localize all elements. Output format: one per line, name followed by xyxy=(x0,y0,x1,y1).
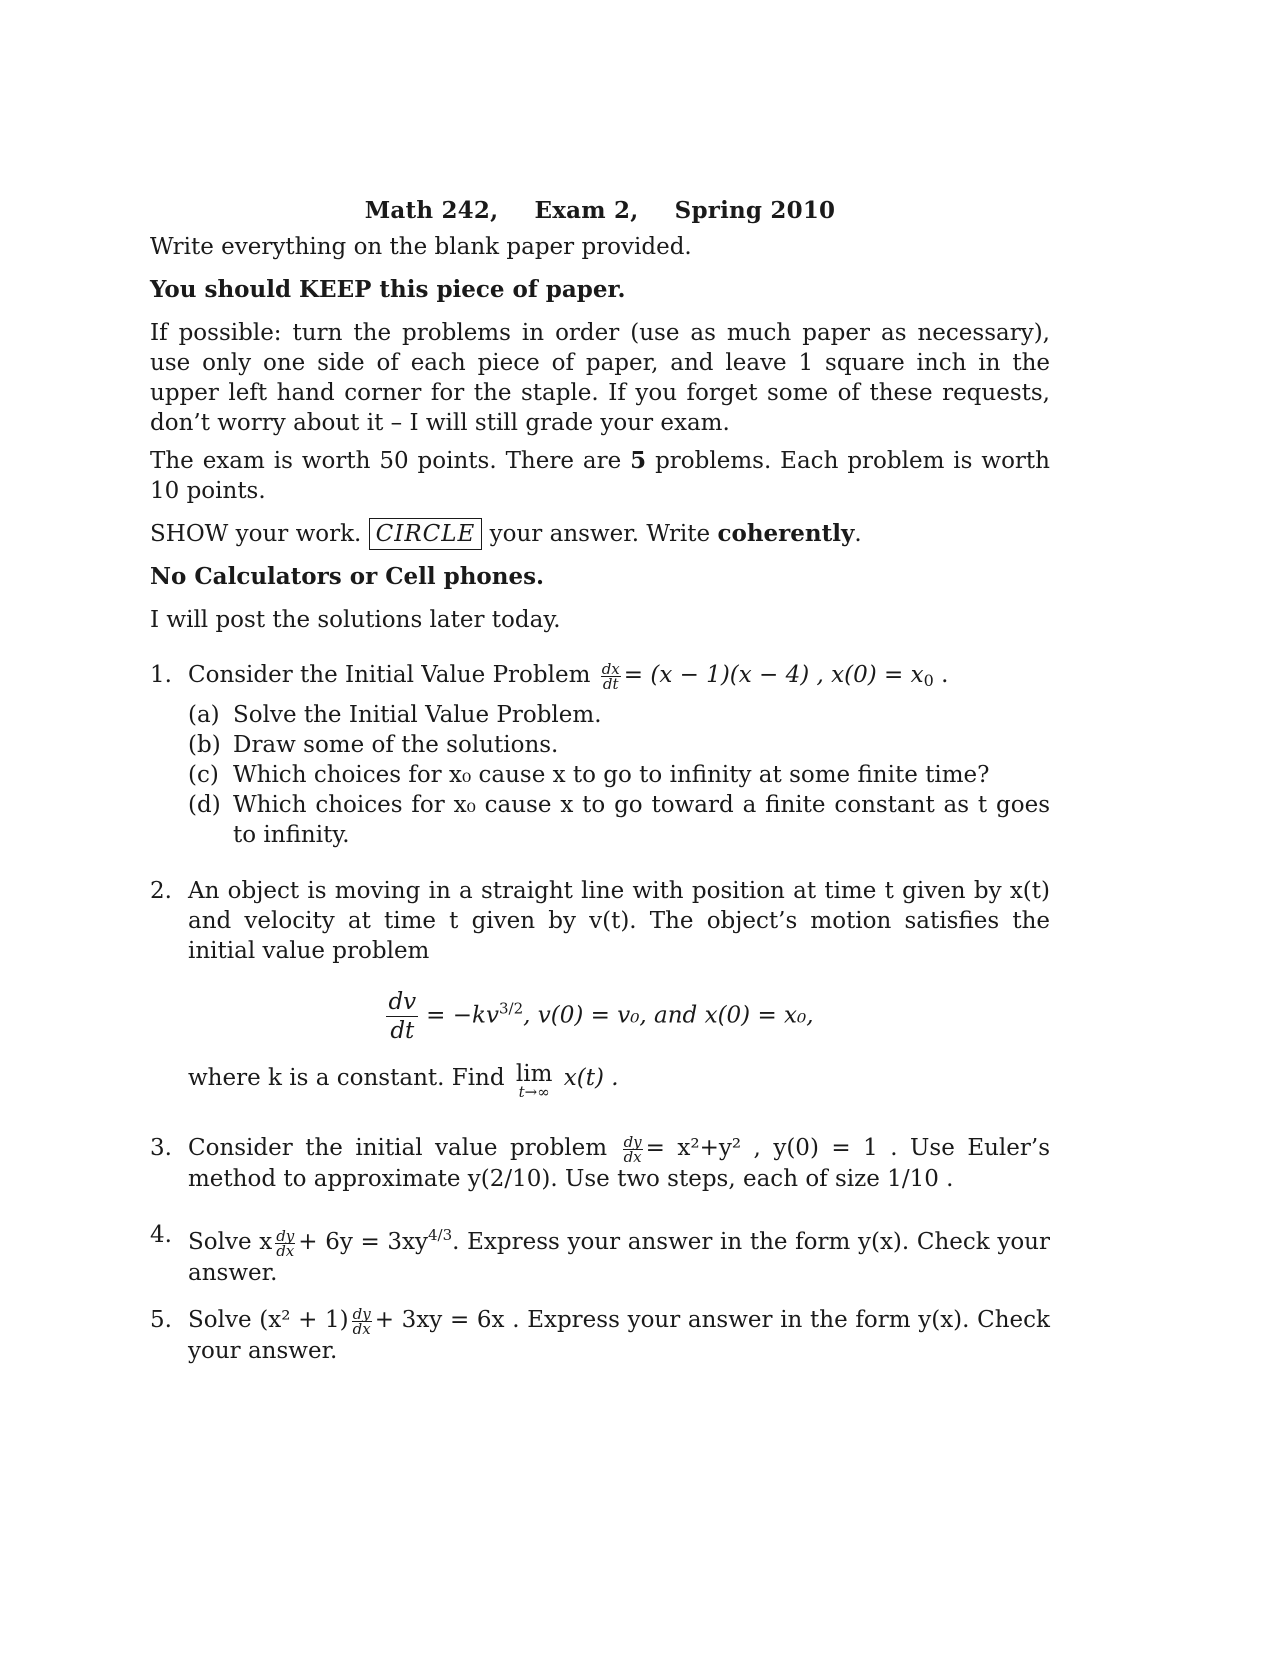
problem-5-number: 5. xyxy=(150,1307,172,1333)
dydx-den-p4: dx xyxy=(276,1241,295,1260)
dydx-fraction-p3 xyxy=(623,1132,643,1166)
exam-name: Exam 2, xyxy=(534,197,639,224)
problem-3-body xyxy=(188,1133,1050,1194)
dxdt-fraction xyxy=(601,659,621,693)
part-d-label: (d) xyxy=(188,792,221,818)
problem-2-number: 2. xyxy=(150,878,172,904)
problem-3-text-a: Consider the initial value problem xyxy=(188,1135,608,1161)
problem-5-body xyxy=(188,1305,1050,1366)
exam-term: Spring 2010 xyxy=(674,197,836,224)
dydx-fraction-p5 xyxy=(352,1304,372,1338)
instruction-no-calculators xyxy=(150,562,1050,592)
dydx-num-p5: dy xyxy=(352,1304,371,1323)
instruction-if-possible: If possible: turn the problems in order (use as much paper as necessary), use only one side of each piece of paper, and leave 1 square inch in the upper left hand corner for the staple. If you forget some of these requests, don’t worry about it – I will still grade your exam. xyxy=(150,320,1050,436)
problem-4 xyxy=(150,1220,1050,1288)
part-b-label: (b) xyxy=(188,732,221,758)
problem-2-rhs: = −kv xyxy=(426,1002,499,1029)
problem-1 xyxy=(150,660,1050,850)
dvdt-den: dt xyxy=(390,1018,415,1044)
problem-1-part-c xyxy=(188,760,1050,790)
show-text-a: SHOW your work. xyxy=(150,521,369,547)
points-text-b: problems. Each problem is worth 10 points. xyxy=(150,448,1050,504)
no-calc-text: No Calculators or Cell phones. xyxy=(150,563,545,590)
dvdt-fraction xyxy=(386,988,418,1045)
dvdt-num: dv xyxy=(388,989,417,1015)
problem-5-text-a: Solve (x² + 1) xyxy=(188,1307,349,1333)
problem-2-exponent: 3/2 xyxy=(498,999,524,1018)
problem-count: 5 xyxy=(630,447,647,474)
instruction-show-work xyxy=(150,518,1050,550)
problem-1-part-b xyxy=(188,730,1050,760)
problem-1-number: 1. xyxy=(150,662,172,688)
keep-text: You should KEEP this piece of paper. xyxy=(150,276,626,303)
part-b-text: Draw some of the solutions. xyxy=(233,732,559,758)
dydx-num-p3: dy xyxy=(623,1132,642,1151)
part-a-text: Solve the Initial Value Problem. xyxy=(233,702,602,728)
dxdt-num: dx xyxy=(601,659,620,678)
exam-page xyxy=(150,0,1050,1656)
problem-4-body xyxy=(188,1220,1050,1288)
exam-title xyxy=(150,197,1050,224)
course-name: Math 242, xyxy=(364,197,499,224)
instruction-keep xyxy=(150,275,1050,305)
part-d-text: Which choices for x₀ cause x to go toward a finite constant as t goes to infinity. xyxy=(233,792,1050,848)
limit-expression xyxy=(516,1063,553,1099)
problem-3-text-b: = x²+y² , y(0) = 1 . Use Euler’s method to approximate y(2/10). Use two steps, each of size 1/10 . xyxy=(188,1135,1051,1192)
problem-3-number: 3. xyxy=(150,1135,172,1161)
problem-5 xyxy=(150,1305,1050,1366)
dxdt-den: dt xyxy=(602,674,619,693)
limit-text: lim xyxy=(515,1061,553,1087)
problem-2-where-text: where k is a constant. Find xyxy=(188,1065,505,1091)
problem-4-text-a: Solve x xyxy=(188,1229,273,1255)
dydx-fraction-p4 xyxy=(275,1226,295,1260)
problem-3 xyxy=(150,1133,1050,1194)
limit-subscript: t→∞ xyxy=(518,1083,550,1101)
problem-1-subscript: 0 xyxy=(923,671,934,690)
instruction-points xyxy=(150,446,1050,506)
coherently-text: coherently xyxy=(717,520,855,547)
problem-4-exponent: 4/3 xyxy=(428,1226,453,1244)
problem-4-text-b: + 6y = 3xy xyxy=(298,1229,428,1255)
dydx-den-p5: dx xyxy=(352,1319,371,1338)
problem-1-parts xyxy=(188,700,1050,850)
problem-4-text-c: . Express your answer in the form y(x). Check your answer. xyxy=(188,1229,1050,1286)
problem-2 xyxy=(150,876,1050,1099)
problem-4-number: 4. xyxy=(150,1222,172,1248)
problem-1-part-d xyxy=(188,790,1050,850)
circle-box: CIRCLE xyxy=(369,518,483,550)
problem-1-eq-end: . xyxy=(933,662,949,688)
part-c-label: (c) xyxy=(188,762,219,788)
part-c-text: Which choices for x₀ cause x to go to infinity at some finite time? xyxy=(233,762,990,788)
problem-1-body xyxy=(188,660,1050,696)
dydx-num-p4: dy xyxy=(276,1226,295,1245)
problem-1-part-a xyxy=(188,700,1050,730)
problem-2-text: An object is moving in a straight line with position at time t given by x(t) and velocity at time t given by v(t). The object’s motion satisfies the initial value problem xyxy=(188,878,1050,964)
problem-1-equation: = (x − 1)(x − 4) , x(0) = x xyxy=(623,662,924,688)
show-text-c: . xyxy=(854,521,862,547)
instruction-blank-paper: Write everything on the blank paper provided. xyxy=(150,234,692,260)
part-a-label: (a) xyxy=(188,702,220,728)
points-text-a: The exam is worth 50 points. There are xyxy=(150,448,631,474)
dydx-den-p3: dx xyxy=(623,1147,642,1166)
problem-5-text-b: + 3xy = 6x . Express your answer in the form y(x). Check your answer. xyxy=(188,1307,1050,1364)
problem-2-where xyxy=(188,1063,1050,1099)
problem-2-rest: , v(0) = v₀, and x(0) = x₀, xyxy=(523,1002,814,1029)
limit-of: x(t) . xyxy=(556,1065,619,1091)
problem-1-text: Consider the Initial Value Problem xyxy=(188,662,591,688)
instruction-post-solutions: I will post the solutions later today. xyxy=(150,607,561,633)
show-text-b: your answer. Write xyxy=(482,521,718,547)
problem-2-display-equation xyxy=(150,988,1050,1045)
